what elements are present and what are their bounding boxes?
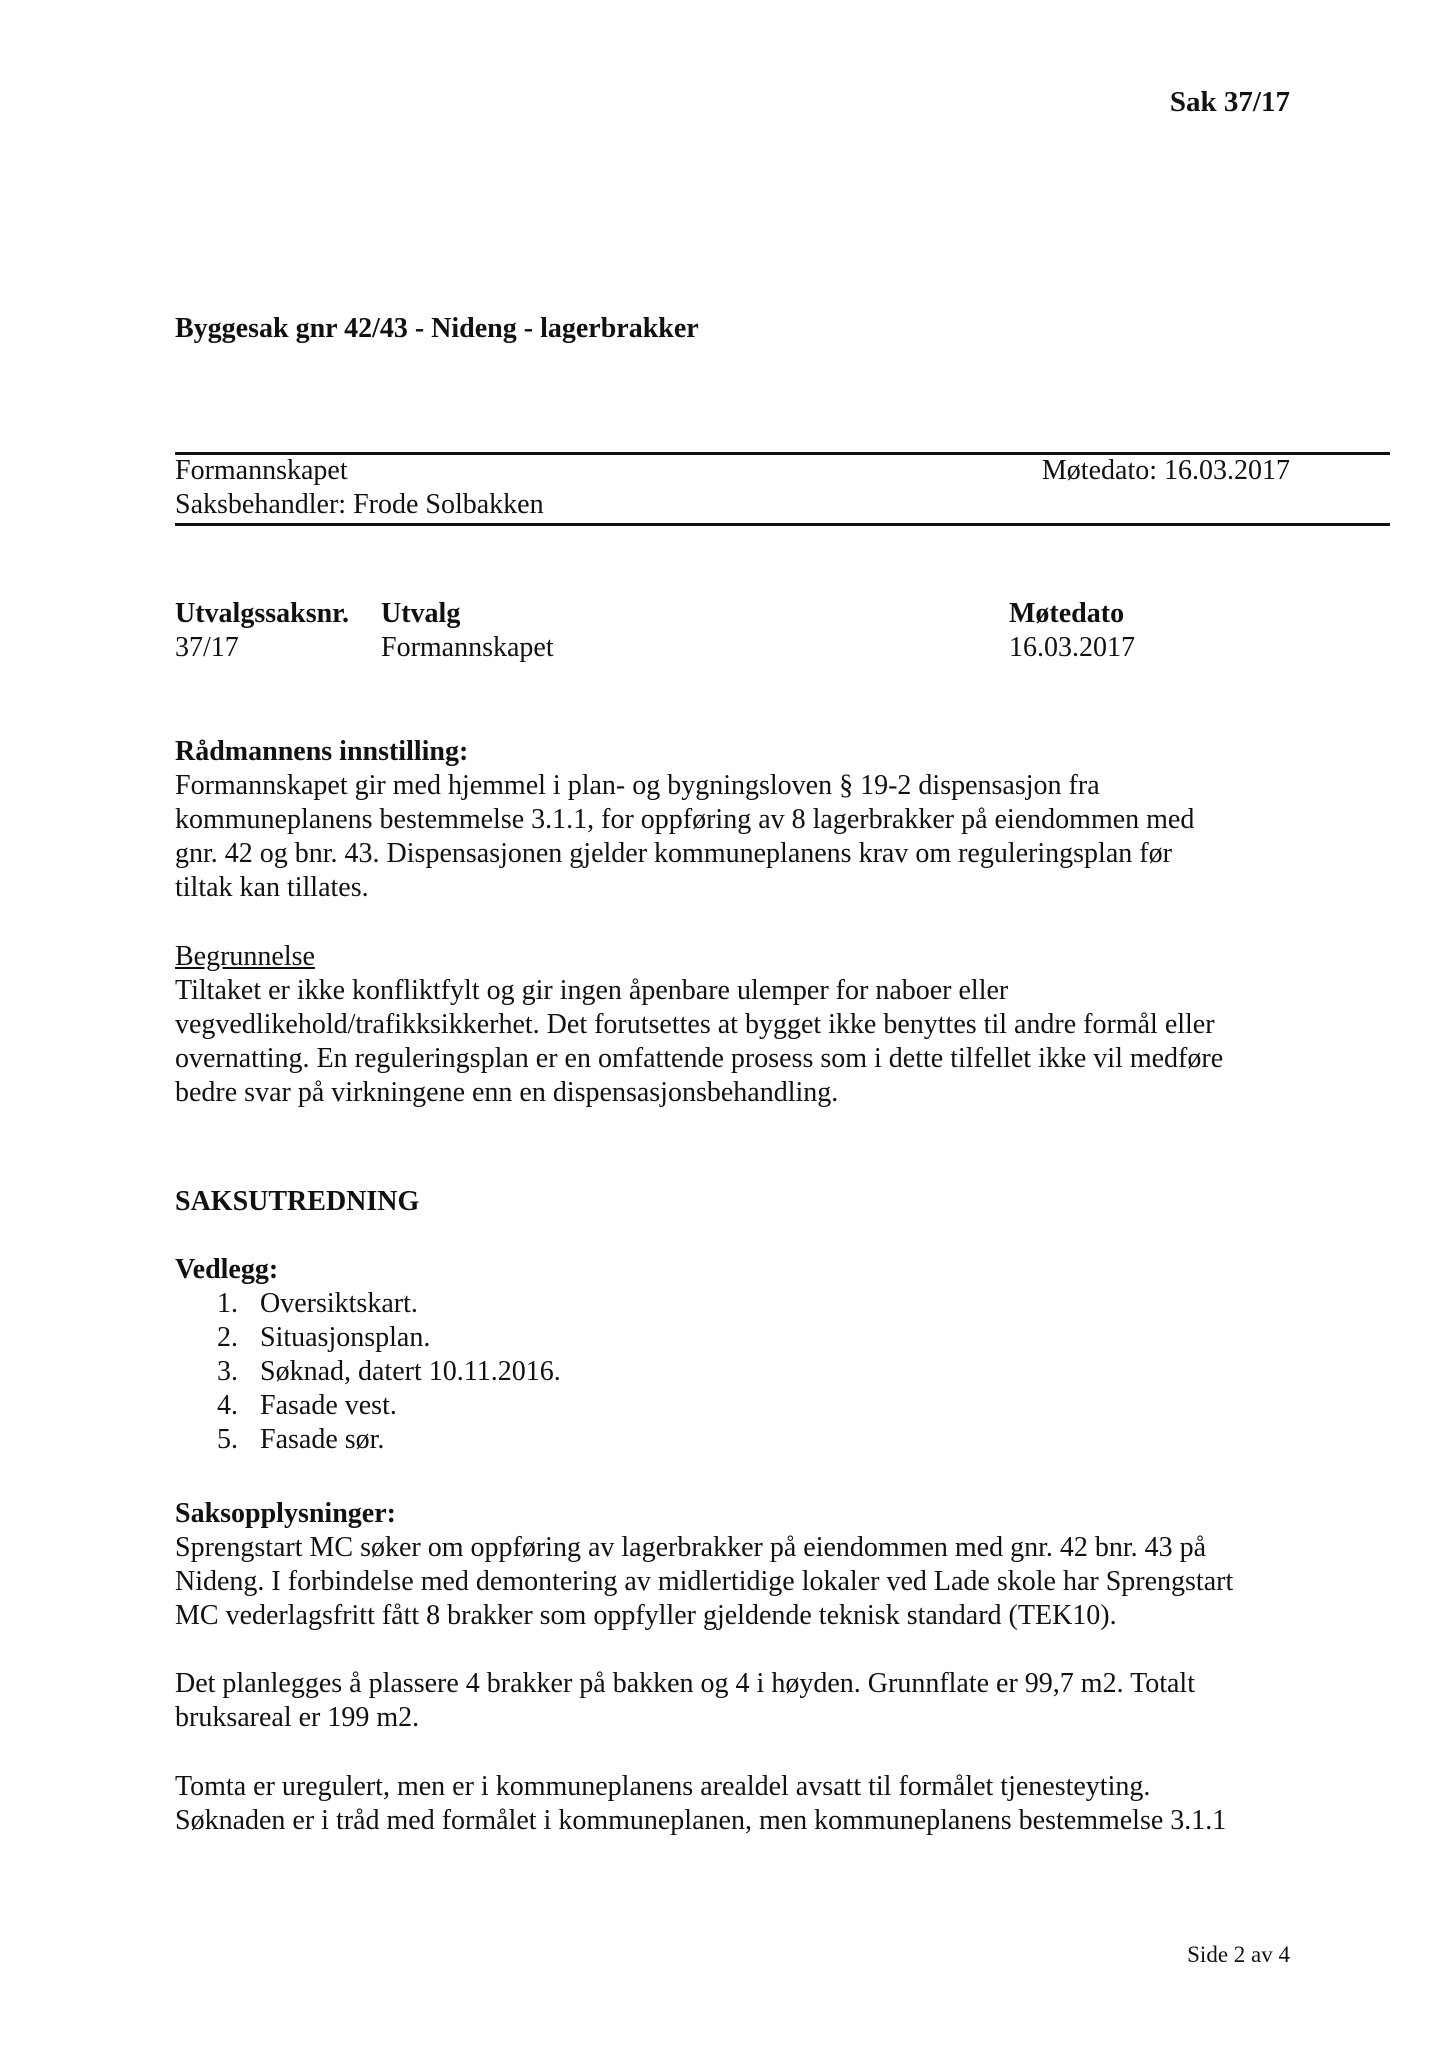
case-info-paragraph-3 (175, 1770, 1315, 1838)
list-item (175, 1321, 1315, 1355)
list-item (175, 1287, 1315, 1321)
case-info-line: Nideng. I forbindelse med demontering av midlertidige lokaler ved Lade skole har Sprengstart (175, 1566, 1234, 1597)
recommendation-heading: Rådmannens innstilling: (175, 736, 469, 767)
case-info-paragraph-2 (175, 1667, 1315, 1735)
recommendation-section (175, 735, 1315, 905)
case-info-heading: Saksopplysninger: (175, 1498, 396, 1529)
saksutredning-heading: SAKSUTREDNING (175, 1186, 420, 1217)
meta-officer: Saksbehandler: Frode Solbakken (175, 489, 544, 520)
case-info-line: Søknaden er i tråd med formålet i kommuneplanen, men kommuneplanens bestemmelse 3.1.1 (175, 1805, 1227, 1836)
list-item-text: Oversiktskart. (260, 1288, 418, 1319)
bottom-divider (175, 523, 1390, 526)
saksutredning-section (175, 1185, 1315, 1219)
case-table-header (175, 597, 1175, 631)
justification-section (175, 940, 1315, 1110)
recommendation-line: tiltak kan tillates. (175, 872, 369, 903)
recommendation-line: gnr. 42 og bnr. 43. Dispensasjonen gjelder kommuneplanens krav om reguleringsplan før (175, 838, 1172, 869)
cell-case-no: 37/17 (175, 632, 239, 663)
list-item-number: 2. (217, 1322, 238, 1353)
document-title: Byggesak gnr 42/43 - Nideng - lagerbrakker (175, 313, 699, 344)
header-case-no: Utvalgssaksnr. (175, 598, 350, 629)
recommendation-line: kommuneplanens bestemmelse 3.1.1, for oppføring av 8 lagerbrakker på eiendommen med (175, 804, 1195, 835)
list-item-number: 3. (217, 1356, 238, 1387)
list-item-number: 5. (217, 1424, 238, 1455)
table-row (175, 631, 1175, 665)
justification-line: Tiltaket er ikke konfliktfylt og gir ingen åpenbare ulemper for naboer eller (175, 975, 1009, 1006)
case-info-line: Det planlegges å plassere 4 brakker på bakken og 4 i høyden. Grunnflate er 99,7 m2. Totalt (175, 1668, 1195, 1699)
meta-left (175, 454, 544, 522)
cell-meeting-date: 16.03.2017 (1009, 632, 1135, 663)
case-info-section (175, 1497, 1315, 1633)
case-info-line: Tomta er uregulert, men er i kommuneplanens arealdel avsatt til formålet tjenesteyting. (175, 1771, 1151, 1802)
list-item-text: Fasade vest. (260, 1390, 397, 1421)
case-info-line: bruksareal er 199 m2. (175, 1702, 420, 1733)
list-item-text: Søknad, datert 10.11.2016. (260, 1356, 561, 1387)
cell-committee: Formannskapet (381, 632, 554, 663)
attachments-section (175, 1253, 1315, 1457)
list-item-number: 4. (217, 1390, 238, 1421)
attachments-list (175, 1287, 1315, 1457)
list-item (175, 1423, 1315, 1457)
list-item (175, 1355, 1315, 1389)
header-committee: Utvalg (381, 598, 461, 629)
recommendation-line: Formannskapet gir med hjemmel i plan- og bygningsloven § 19-2 dispensasjon fra (175, 770, 1100, 801)
meta-body: Formannskapet (175, 455, 348, 486)
justification-line: overnatting. En reguleringsplan er en omfattende prosess som i dette tilfellet ikke vil medføre (175, 1043, 1224, 1074)
justification-line: vegvedlikehold/trafikksikkerhet. Det forutsettes at bygget ikke benyttes til andre formål eller (175, 1009, 1215, 1040)
case-info-line: Sprengstart MC søker om oppføring av lagerbrakker på eiendommen med gnr. 42 bnr. 43 på (175, 1532, 1207, 1563)
list-item-text: Fasade sør. (260, 1424, 385, 1455)
case-info-line: MC vederlagsfritt fått 8 brakker som oppfyller gjeldende teknisk standard (TEK10). (175, 1600, 1117, 1631)
list-item-number: 1. (217, 1288, 238, 1319)
attachments-heading: Vedlegg: (175, 1254, 279, 1285)
justification-line: bedre svar på virkningene enn en dispensasjonsbehandling. (175, 1077, 839, 1108)
page-number: Side 2 av 4 (1187, 1942, 1290, 1967)
justification-heading: Begrunnelse (175, 941, 315, 972)
list-item-text: Situasjonsplan. (260, 1322, 431, 1353)
case-number: Sak 37/17 (1169, 86, 1290, 118)
list-item (175, 1389, 1315, 1423)
header-meeting-date: Møtedato (1009, 598, 1125, 629)
meta-meeting-date: Møtedato: 16.03.2017 (1041, 455, 1290, 486)
case-table (175, 597, 1175, 665)
